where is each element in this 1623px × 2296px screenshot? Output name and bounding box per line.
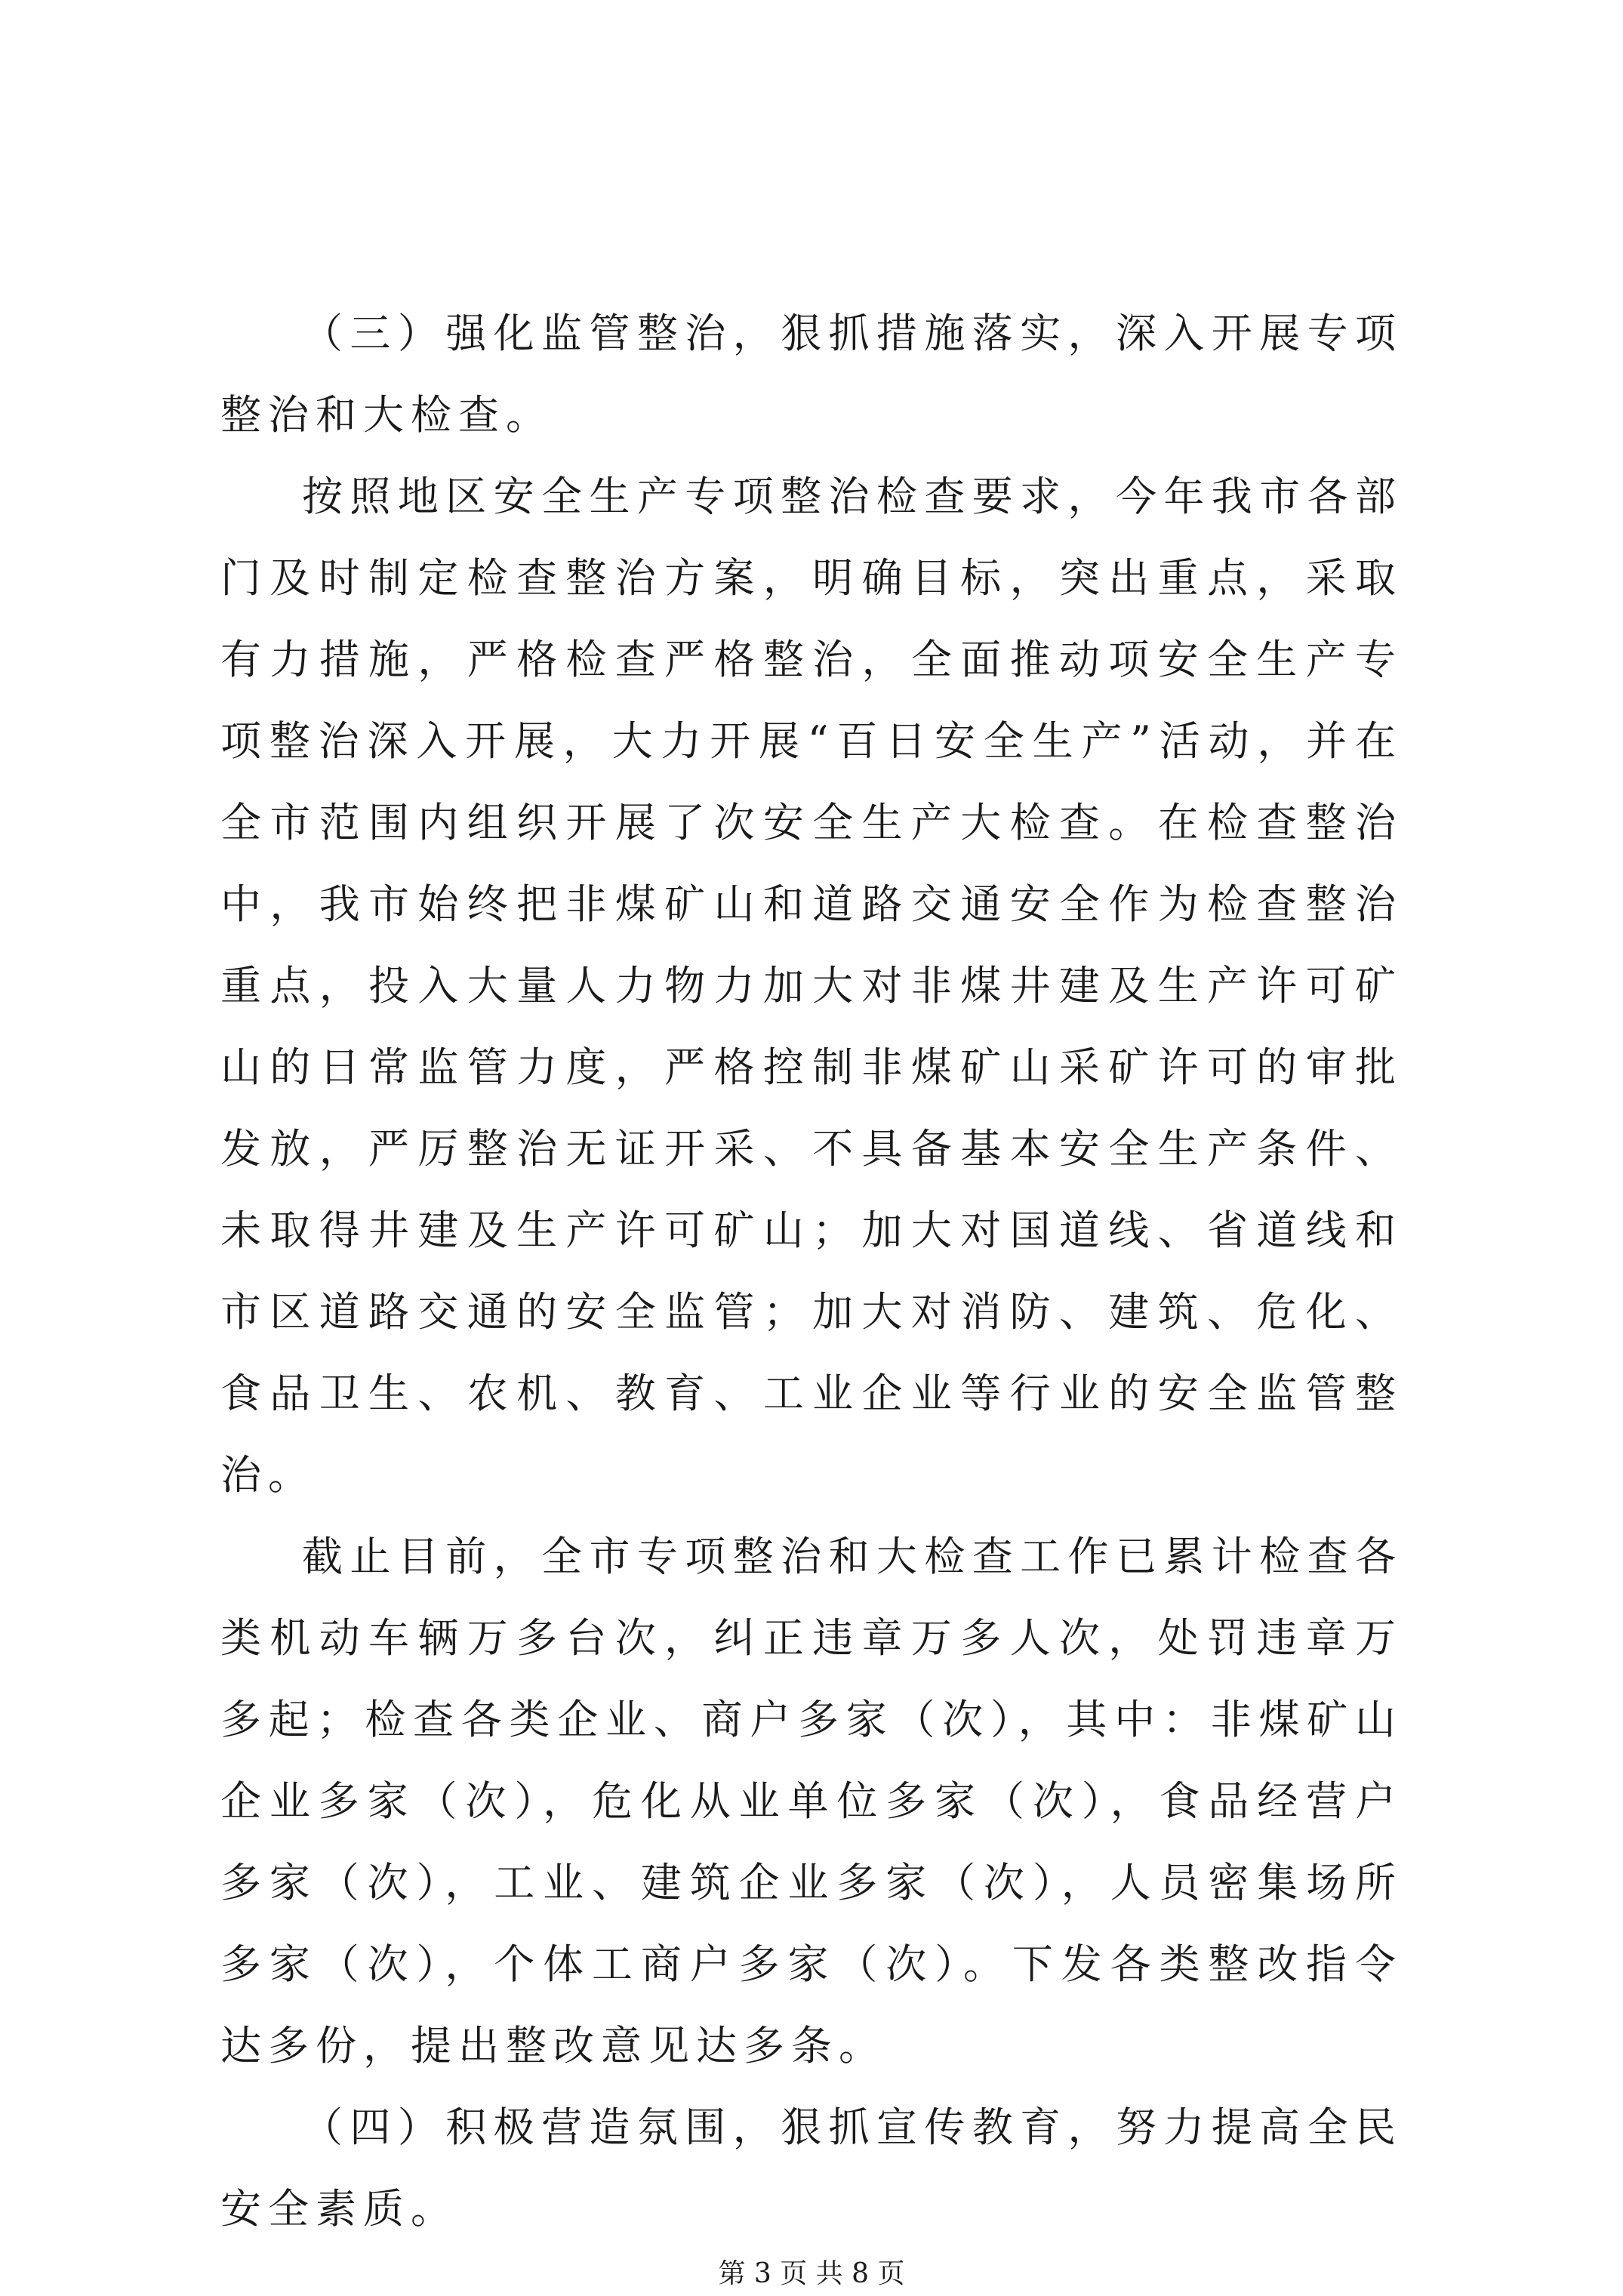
- paragraph-inspection-requirements: 按照地区安全生产专项整治检查要求，今年我市各部门及时制定检查整治方案，明确目标，突出重点，采取有力措施，严格检查严格整治，全面推动项安全生产专项整治深入开展，大力开展“百日安全生产”活动，并在全市范围内组织开展了次安全生产大检查。在检查整治中，我市始终把非煤矿山和道路交通安全作为检查整治重点，投入大量人力物力加大对非煤井建及生产许可矿山的日常监管力度，严格控制非煤矿山采矿许可的审批发放，严厉整治无证开采、不具备基本安全生产条件、未取得井建及生产许可矿山；加大对国道线、省道线和市区道路交通的安全监管；加大对消防、建筑、危化、食品卫生、农机、教育、工业企业等行业的安全监管整治。: [220, 473, 1403, 1499]
- section-heading-3: （三）强化监管整治，狠抓措施落实，深入开展专项整治和大检查。: [220, 310, 1403, 439]
- document-body: [220, 293, 1403, 2250]
- page-number-footer: 第 3 页 共 8 页: [718, 2258, 905, 2289]
- section-heading-4: （四）积极营造氛围，狠抓宣传教育，努力提高全民安全素质。: [220, 2103, 1403, 2233]
- paragraph-inspection-statistics: 截止目前，全市专项整治和大检查工作已累计检查各类机动车辆万多台次，纠正违章万多人次，处罚违章万多起；检查各类企业、商户多家（次），其中：非煤矿山企业多家（次），危化从业单位多家（次），食品经营户多家（次），工业、建筑企业多家（次），人员密集场所多家（次），个体工商户多家（次）。下发各类整改指令达多份，提出整改意见达多条。: [220, 1533, 1403, 2069]
